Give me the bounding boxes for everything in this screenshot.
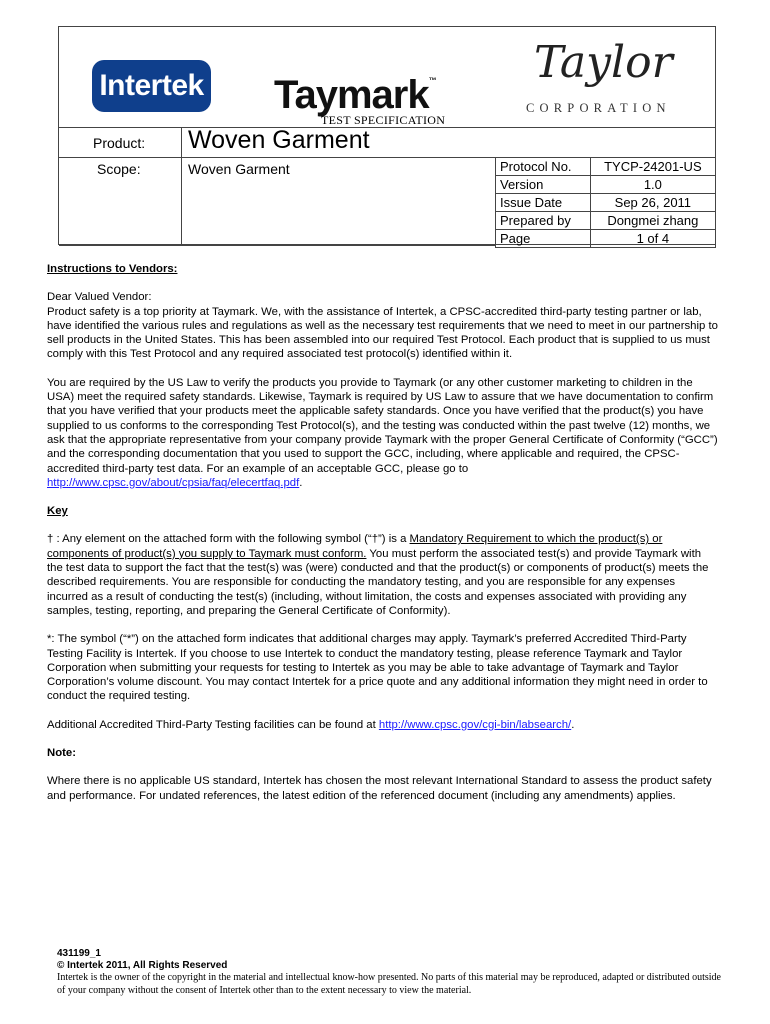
table-row xyxy=(496,230,716,248)
taylor-corporation-label: CORPORATION xyxy=(526,101,671,115)
taylor-logo: Taylor xyxy=(534,37,673,88)
document-header xyxy=(58,26,716,245)
divider xyxy=(181,127,182,245)
period: . xyxy=(299,476,303,489)
note-text: Where there is no applicable US standard, Intertek has chosen the most relevant International Standard to assess the product safety and performance. For undated references, the latest edition of the referenced document (including any amendments) applies. xyxy=(47,775,712,802)
instructions-paragraph-2 xyxy=(47,376,719,490)
protocol-no-value: TYCP-24201-US xyxy=(590,158,715,176)
taymark-logo xyxy=(274,75,436,115)
greeting: Dear Valued Vendor: xyxy=(47,291,152,304)
protocol-no-label: Protocol No. xyxy=(496,158,591,176)
dagger-rest: You must perform the associated test(s) and provide Taymark with the test data to support the fact that the test(s) was (were) conducted and that the product(s) or components of product(s) meets the described requirements. You are responsible for conducting the mandatory testing, and you are responsible for any expenses incurred as a result of conducting the test(s) (including, without limitation, the costs and expenses associated with providing any samples, testing, reporting, and preparing the General Certificate of Conformity). xyxy=(47,547,709,617)
document-footer xyxy=(57,948,727,997)
page-label: Page xyxy=(496,230,591,248)
product-value: Woven Garment xyxy=(188,126,370,154)
protocol-info-table xyxy=(495,157,716,248)
scope-label: Scope: xyxy=(97,161,141,177)
document-body xyxy=(47,262,719,803)
key-heading: Key xyxy=(47,505,68,518)
asterisk-paragraph: *: The symbol (“*”) on the attached form indicates that additional charges may apply. Taymark’s preferred Accredited Third-Party Testing Facility is Intertek. If you choose to use Intertek to conduct the mandatory testing, please reference Taymark and Taylor Corporation when submitting your requests for testing to Intertek as you may be able to take advantage of Taymark and Taylor Corporation’s volume discount. You may contact Intertek for a price quote and any additional information they might need in order to conduct the required testing. xyxy=(47,633,708,703)
additional-facilities-paragraph xyxy=(47,718,719,732)
table-row xyxy=(496,194,716,212)
intertek-logo: Intertek xyxy=(92,60,211,112)
additional-facilities-text: Additional Accredited Third-Party Testing facilities can be found at xyxy=(47,718,379,731)
gcc-example-link[interactable]: http://www.cpsc.gov/about/cpsia/faq/elecertfaq.pdf xyxy=(47,476,300,489)
page-value: 1 of 4 xyxy=(590,230,715,248)
mandatory-requirement-text: Mandatory Requirement to which the product(s) or components of product(s) you supply to Taymark must conform. xyxy=(47,533,663,560)
trademark-symbol: ™ xyxy=(428,76,436,85)
version-value: 1.0 xyxy=(590,176,715,194)
document-id: 431199_1 xyxy=(57,948,101,959)
test-specification-label: TEST SPECIFICATION xyxy=(321,113,446,127)
prepared-by-value: Dongmei zhang xyxy=(590,212,715,230)
divider xyxy=(59,127,715,128)
table-row xyxy=(496,176,716,194)
prepared-by-label: Prepared by xyxy=(496,212,591,230)
period: . xyxy=(571,718,575,731)
issue-date-value: Sep 26, 2011 xyxy=(590,194,715,212)
instructions-heading: Instructions to Vendors: xyxy=(47,263,178,275)
table-row xyxy=(496,158,716,176)
logo-row xyxy=(59,27,715,127)
lab-search-link[interactable]: http://www.cpsc.gov/cgi-bin/labsearch/ xyxy=(378,718,572,731)
issue-date-label: Issue Date xyxy=(496,194,591,212)
dagger-paragraph xyxy=(47,532,719,618)
scope-value: Woven Garment xyxy=(188,161,290,177)
copyright-notice: © Intertek 2011, All Rights Reserved xyxy=(57,960,228,971)
dagger-intro: † : Any element on the attached form with the following symbol (“†”) is a xyxy=(47,533,410,546)
taymark-logo-text: Taymark xyxy=(274,73,429,117)
instructions-paragraph-2-text: You are required by the US Law to verify the products you provide to Taymark (or any other customer marketing to children in the USA) meet the required safety standards. Likewise, Taymark is required by US Law to assure that we have documentation to confirm that you have verified that your products meet the applicable safety standards. Once you have verified that the product(s) you have supplied to us conforms to the corresponding Test Protocol(s), and the testing was conducted within the past twelve (12) months, we ask that the appropriate representative from your company provide Taymark with the proper General Certificate of Conformity (“GCC”) and the corresponding documentation that you used to support the GCC, including, where applicable and required, the CPSC-accredited third-party test data. For an example of an acceptable GCC, please go to xyxy=(47,376,718,475)
legal-notice: Intertek is the owner of the copyright in the material and intellectual know-how presented. No parts of this material may be reproduced, adapted or distributed outside of your company without the consent of Intertek other than to the extent necessary to view the material. xyxy=(57,972,721,996)
instructions-paragraph-1: Product safety is a top priority at Taymark. We, with the assistance of Intertek, a CPSC-accredited third-party testing partner or lab, have identified the various rules and regulations as well as the necessary test requirements that we need to meet in our partnership to sell products in the United States. This has been assembled into our required Test Protocol. Each product that is supplied to us must comply with this Test Protocol and any required associated test protocol(s) identified within it. xyxy=(47,305,718,361)
product-label: Product: xyxy=(93,135,146,151)
divider xyxy=(59,245,495,246)
version-label: Version xyxy=(496,176,591,194)
note-heading: Note: xyxy=(47,747,76,760)
table-row xyxy=(496,212,716,230)
